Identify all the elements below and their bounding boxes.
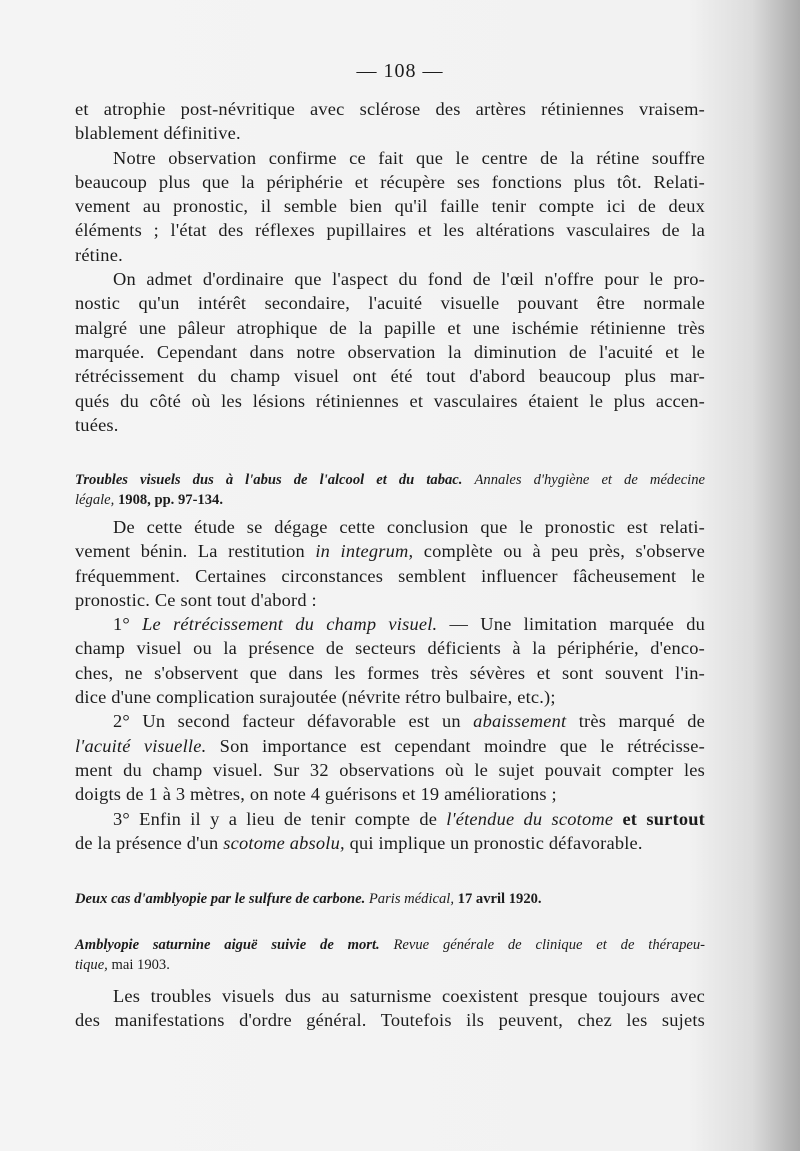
text-line: blablement définitive.	[75, 123, 241, 144]
section-1	[75, 97, 705, 437]
text-line	[75, 709, 705, 733]
text-line	[75, 807, 705, 831]
text-line: dice d'une complication surajoutée (névrite rétro bulbaire, etc.);	[75, 687, 556, 708]
text-line: pronostic. Ce sont tout d'abord :	[75, 589, 317, 610]
text-line: De cette étude se dégage cette conclusion que le pronostic est relati-	[113, 517, 705, 537]
reference-line	[75, 935, 705, 955]
reference-line	[75, 889, 705, 909]
reference-entry	[75, 470, 705, 510]
reference-title: Deux cas d'amblyopie par le sulfure de carbone.	[75, 891, 366, 907]
text-line: beaucoup plus que la périphérie et récupère ses fonctions plus tôt. Relati-	[75, 171, 705, 192]
reference-details: mai 1903.	[111, 957, 170, 973]
reference-line	[75, 470, 705, 490]
emphasis: abaissement	[473, 711, 567, 732]
text-line: vement au pronostic, il semble bien qu'il faille tenir compte ici de deux	[75, 196, 705, 217]
text-span: très marqué de	[578, 711, 705, 732]
reference-journal: tique,	[75, 957, 108, 973]
text-line: des manifestations d'ordre général. Toutefois ils peuvent, chez les sujets	[75, 1010, 705, 1031]
text-line: et atrophie post-névritique avec sclérose des artères rétiniennes vraisem-	[75, 99, 705, 119]
text-line: éléments ; l'état des réflexes pupillaires et les altérations vasculaires de la	[75, 220, 705, 241]
reference-entry	[75, 935, 705, 975]
text-line: Les troubles visuels dus au saturnisme coexistent presque toujours avec	[113, 986, 705, 1006]
emphasis: l'étendue du scotome	[446, 808, 614, 829]
section-3	[75, 984, 705, 1033]
text-span: 2° Un second facteur défavorable est un	[113, 711, 461, 732]
reference-line	[75, 955, 705, 975]
text-line	[75, 539, 705, 563]
reference-details: 1908, pp. 97-134.	[117, 492, 223, 508]
text-line: tuées.	[75, 414, 119, 435]
reference-journal: Paris médical,	[368, 891, 455, 907]
emphasis: Le rétrécissement du champ visuel.	[142, 614, 438, 635]
reference-journal: Annales d'hygiène et de médecine	[474, 472, 705, 488]
text-line: rétrécissement du champ visuel ont été tout d'abord beaucoup plus mar-	[75, 366, 705, 387]
text-span: 3° Enfin il y a lieu de tenir compte de	[113, 808, 438, 829]
text-line	[75, 734, 705, 758]
emphasis: in integrum,	[315, 541, 414, 562]
section-2	[75, 515, 705, 855]
text-line: nostic qu'un intérêt secondaire, l'acuité visuelle pouvant être normale	[75, 293, 705, 314]
reference-line	[75, 490, 705, 510]
emphasis: l'acuité visuelle.	[75, 735, 207, 756]
reference-journal: légale,	[75, 492, 115, 508]
text-span: — Une limitation marquée du	[449, 614, 705, 635]
text-line: ches, ne s'observent que dans les formes très sévères et sont souvent l'in-	[75, 662, 705, 683]
text-span: de la présence d'un	[75, 832, 219, 853]
reference-journal: Revue générale de clinique et de thérapeu-	[393, 937, 706, 953]
text-span: et surtout	[622, 808, 705, 829]
page-number: — 108 —	[356, 60, 444, 82]
text-span: Son importance est cependant moindre que le rétrécisse-	[219, 735, 705, 756]
reference-entry	[75, 889, 705, 909]
text-line: marquée. Cependant dans notre observation la diminution de l'acuité et le	[75, 341, 705, 362]
text-line	[75, 831, 705, 855]
text-line: qués du côté où les lésions rétiniennes et vasculaires étaient le plus accen-	[75, 390, 705, 411]
text-line	[75, 612, 705, 636]
text-line: ment du champ visuel. Sur 32 observations où le sujet pouvait compter les	[75, 759, 705, 780]
text-line: fréquemment. Certaines circonstances semblent influencer fâcheusement le	[75, 565, 705, 586]
text-line: malgré une pâleur atrophique de la papille et une ischémie rétinienne très	[75, 317, 705, 338]
text-line: champ visuel ou la présence de secteurs déficients à la périphérie, d'enco-	[75, 638, 705, 659]
text-line: doigts de 1 à 3 mètres, on note 4 guérisons et 19 améliorations ;	[75, 784, 557, 805]
text-line: rétine.	[75, 244, 123, 265]
list-number: 1°	[113, 614, 130, 635]
emphasis: scotome absolu,	[223, 832, 345, 853]
text-span: qui implique un pronostic défavorable.	[349, 832, 643, 853]
reference-title: Amblyopie saturnine aiguë suivie de mort.	[75, 937, 380, 953]
reference-details: 17 avril 1920.	[457, 891, 542, 907]
text-line: On admet d'ordinaire que l'aspect du fond de l'œil n'offre pour le pro-	[113, 269, 705, 290]
reference-title: Troubles visuels dus à l'abus de l'alcool et du tabac.	[75, 472, 463, 488]
text-line: Notre observation confirme ce fait que le centre de la rétine souffre	[113, 147, 705, 168]
text-span: complète ou à peu près, s'observe	[423, 541, 705, 562]
text-span: vement bénin. La restitution	[75, 541, 305, 562]
